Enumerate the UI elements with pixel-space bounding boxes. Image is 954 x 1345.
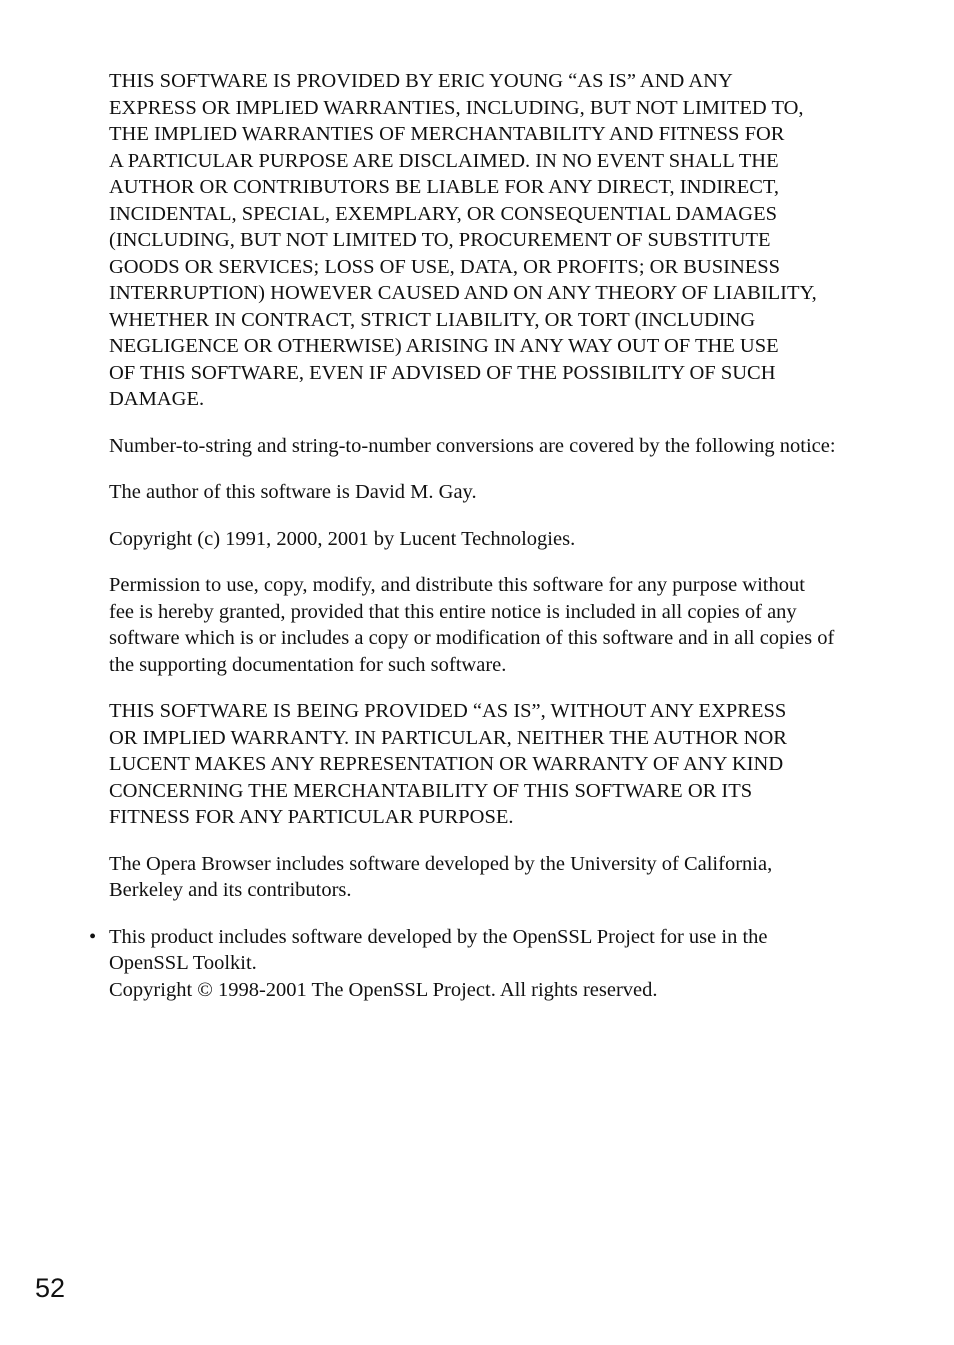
lucent-disclaimer-paragraph — [109, 698, 899, 831]
text-line: DAMAGE. — [109, 388, 205, 410]
eric-young-disclaimer-paragraph — [109, 68, 899, 413]
text-line: OR IMPLIED WARRANTY. IN PARTICULAR, NEITHER THE AUTHOR NOR — [109, 726, 787, 749]
text-line: Number-to-string and string-to-number conversions are covered by the following notice: — [109, 434, 836, 457]
text-line: Copyright (c) 1991, 2000, 2001 by Lucent Technologies. — [109, 527, 576, 550]
text-line: (INCLUDING, BUT NOT LIMITED TO, PROCUREMENT OF SUBSTITUTE — [109, 229, 771, 251]
author-paragraph — [109, 479, 899, 506]
berkeley-paragraph — [109, 851, 899, 904]
openssl-bullet-item — [89, 924, 899, 1004]
text-line: the supporting documentation for such software. — [109, 653, 507, 676]
text-line: NEGLIGENCE OR OTHERWISE) ARISING IN ANY WAY OUT OF THE USE — [109, 335, 779, 357]
text-line: EXPRESS OR IMPLIED WARRANTIES, INCLUDING, BUT NOT LIMITED TO, — [109, 96, 804, 119]
text-line: FITNESS FOR ANY PARTICULAR PURPOSE. — [109, 806, 514, 828]
text-line: CONCERNING THE MERCHANTABILITY OF THIS SOFTWARE OR ITS — [109, 779, 753, 802]
text-line: A PARTICULAR PURPOSE ARE DISCLAIMED. IN NO EVENT SHALL THE — [109, 149, 779, 172]
text-line: INTERRUPTION) HOWEVER CAUSED AND ON ANY THEORY OF LIABILITY, — [109, 282, 817, 304]
text-line: LUCENT MAKES ANY REPRESENTATION OR WARRANTY OF ANY KIND — [109, 753, 784, 775]
text-line: Permission to use, copy, modify, and distribute this software for any purpose without — [109, 574, 805, 596]
text-line: OF THIS SOFTWARE, EVEN IF ADVISED OF THE POSSIBILITY OF SUCH — [109, 361, 776, 384]
text-line: This product includes software developed by the OpenSSL Project for use in the — [109, 925, 768, 948]
permission-paragraph — [109, 572, 899, 678]
text-line: OpenSSL Toolkit. — [109, 952, 257, 974]
text-line: fee is hereby granted, provided that this entire notice is included in all copies of any — [109, 600, 797, 623]
text-line: The author of this software is David M. Gay. — [109, 481, 477, 503]
text-line: AUTHOR OR CONTRIBUTORS BE LIABLE FOR ANY DIRECT, INDIRECT, — [109, 176, 780, 198]
bullet-icon: • — [89, 925, 97, 948]
text-line: THIS SOFTWARE IS BEING PROVIDED “AS IS”, WITHOUT ANY EXPRESS — [109, 700, 787, 722]
text-line: Copyright © 1998-2001 The OpenSSL Project. All rights reserved. — [109, 978, 658, 1001]
document-body — [89, 68, 899, 1003]
page-number: 52 — [35, 1273, 66, 1303]
lucent-copyright-paragraph — [109, 526, 899, 553]
text-line: THIS SOFTWARE IS PROVIDED BY ERIC YOUNG “AS IS” AND ANY — [109, 70, 733, 92]
text-line: The Opera Browser includes software developed by the University of California, — [109, 852, 773, 875]
text-line: WHETHER IN CONTRACT, STRICT LIABILITY, OR TORT (INCLUDING — [109, 308, 756, 331]
text-line: GOODS OR SERVICES; LOSS OF USE, DATA, OR PROFITS; OR BUSINESS — [109, 255, 781, 278]
conversions-notice-paragraph — [109, 433, 899, 460]
text-line: Berkeley and its contributors. — [109, 879, 352, 901]
text-line: INCIDENTAL, SPECIAL, EXEMPLARY, OR CONSEQUENTIAL DAMAGES — [109, 202, 778, 225]
text-line: software which is or includes a copy or modification of this software and in all copies of — [109, 627, 835, 649]
text-line: THE IMPLIED WARRANTIES OF MERCHANTABILITY AND FITNESS FOR — [109, 123, 785, 145]
